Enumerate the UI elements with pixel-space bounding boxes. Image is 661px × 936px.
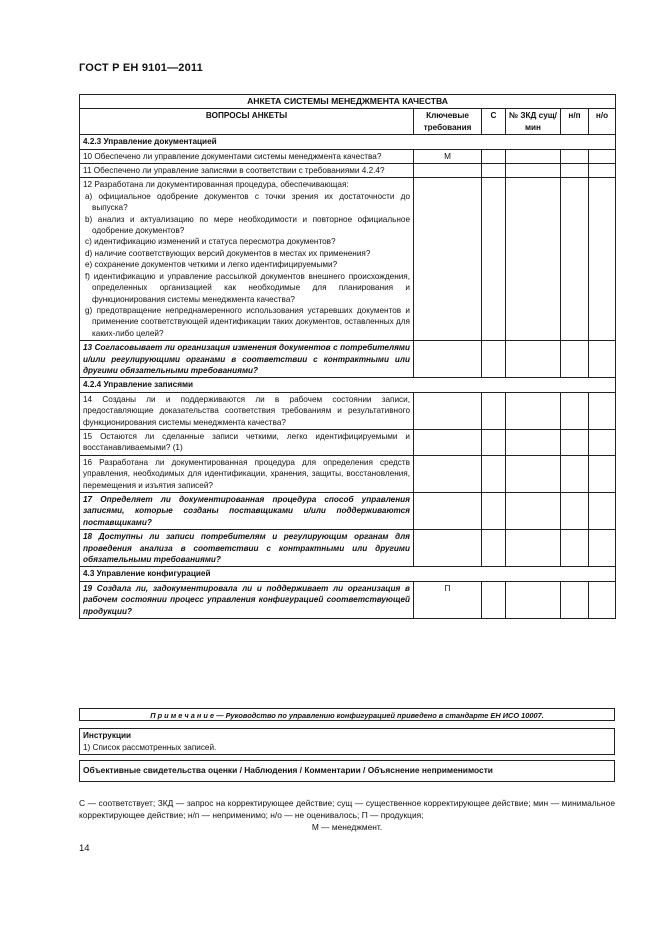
question-cell xyxy=(80,455,414,492)
table-row xyxy=(80,178,616,341)
np-cell[interactable] xyxy=(561,493,589,530)
key-requirement-cell xyxy=(414,493,482,530)
key-requirement-cell xyxy=(414,341,482,378)
section-title: 4.2.3 Управление документацией xyxy=(80,135,616,149)
c-cell[interactable] xyxy=(482,493,506,530)
key-requirement-cell xyxy=(414,455,482,492)
key-requirement-cell xyxy=(414,178,482,341)
question-cell xyxy=(80,392,414,429)
no-cell[interactable] xyxy=(589,493,616,530)
c-cell[interactable] xyxy=(482,455,506,492)
column-header: н/п xyxy=(561,109,589,135)
question-subitem: b) анализ и актуализацию по мере необходимости и повторное официальное одобрение документов? xyxy=(85,214,410,236)
questionnaire-table xyxy=(79,94,616,619)
table-row xyxy=(80,493,616,530)
zkd-cell[interactable] xyxy=(506,493,561,530)
table-title: АНКЕТА СИСТЕМЫ МЕНЕДЖМЕНТА КАЧЕСТВА xyxy=(80,95,616,109)
column-header: С xyxy=(482,109,506,135)
table-row xyxy=(80,392,616,429)
question-cell xyxy=(80,164,414,178)
no-cell[interactable] xyxy=(589,455,616,492)
c-cell[interactable] xyxy=(482,178,506,341)
section-row xyxy=(80,135,616,149)
question-text: 13 Согласовывает ли организация изменения документов с потребителями и/или регулирующими органами в соответствии с контрактными или другими обязательными требованиями? xyxy=(83,343,410,375)
document-id: ГОСТ Р ЕН 9101—2011 xyxy=(79,62,203,74)
np-cell[interactable] xyxy=(561,429,589,455)
table-row xyxy=(80,530,616,567)
question-cell xyxy=(80,493,414,530)
no-cell[interactable] xyxy=(589,392,616,429)
zkd-cell[interactable] xyxy=(506,149,561,163)
no-cell[interactable] xyxy=(589,581,616,618)
np-cell[interactable] xyxy=(561,530,589,567)
zkd-cell[interactable] xyxy=(506,392,561,429)
section-title: 4.2.4 Управление записями xyxy=(80,378,616,392)
question-text: 15 Остаются ли сделанные записи четкими, легко идентифицируемыми и восстанавливаемыми? (1) xyxy=(83,431,410,453)
section-title: 4.3 Управление конфигурацией xyxy=(80,567,616,581)
no-cell[interactable] xyxy=(589,429,616,455)
zkd-cell[interactable] xyxy=(506,530,561,567)
table-row xyxy=(80,455,616,492)
instructions-box xyxy=(79,728,615,755)
question-cell xyxy=(80,429,414,455)
section-row xyxy=(80,378,616,392)
np-cell[interactable] xyxy=(561,164,589,178)
np-cell[interactable] xyxy=(561,149,589,163)
question-subitem: d) наличие соответствующих версий документов в местах их применения? xyxy=(85,248,371,258)
np-cell[interactable] xyxy=(561,392,589,429)
question-text: 17 Определяет ли документированная процедура способ управления записями, которые созданы поставщиками и/или поддерживаются поставщиками? xyxy=(83,495,410,527)
zkd-cell[interactable] xyxy=(506,341,561,378)
np-cell[interactable] xyxy=(561,581,589,618)
note: П р и м е ч а н и е — Руководство по управлению конфигурацией приведено в стандарте ЕН ИСО 10007. xyxy=(79,708,615,721)
legend xyxy=(79,797,615,834)
c-cell[interactable] xyxy=(482,341,506,378)
instructions-heading: Инструкции xyxy=(83,731,132,740)
question-cell xyxy=(80,178,414,341)
c-cell[interactable] xyxy=(482,392,506,429)
no-cell[interactable] xyxy=(589,178,616,341)
legend-text: С — соответствует; ЗКД — запрос на корректирующее действие; сущ — существенное корректирующее действие; мин — минимальное корректирующее действие; н/п — неприменимо; н/о — не оценивалось; П — продукция; xyxy=(79,798,615,821)
zkd-cell[interactable] xyxy=(506,164,561,178)
table-row xyxy=(80,581,616,618)
question-subitem: a) официальное одобрение документов с точки зрения их достаточности до выпуска? xyxy=(85,191,410,213)
column-header: Ключевые требования xyxy=(414,109,482,135)
key-requirement-cell: П xyxy=(414,581,482,618)
key-requirement-cell xyxy=(414,164,482,178)
c-cell[interactable] xyxy=(482,164,506,178)
question-cell xyxy=(80,149,414,163)
question-text: 12 Разработана ли документированная процедура, обеспечивающая: xyxy=(83,180,349,190)
np-cell[interactable] xyxy=(561,178,589,341)
question-cell xyxy=(80,530,414,567)
c-cell[interactable] xyxy=(482,581,506,618)
question-text: 18 Доступны ли записи потребителям и регулирующим органам для проведения анализа в соответствии с контрактными или другими обязательными требованиями? xyxy=(83,532,410,565)
instructions-item: 1) Список рассмотренных записей. xyxy=(83,743,217,752)
no-cell[interactable] xyxy=(589,530,616,567)
question-text: 10 Обеспечено ли управление документами системы менеджмента качества? xyxy=(83,151,382,161)
no-cell[interactable] xyxy=(589,164,616,178)
np-cell[interactable] xyxy=(561,341,589,378)
legend-last: М — менеджмент. xyxy=(311,822,383,833)
column-header: № ЗКД сущ/мин xyxy=(506,109,561,135)
key-requirement-cell xyxy=(414,530,482,567)
question-text: 14 Созданы ли и поддерживаются ли в рабочем состоянии записи, предоставляющие доказательства соответствия требованиям и результативного функционирования системы менеджмента качества? xyxy=(83,394,410,427)
question-cell xyxy=(80,341,414,378)
question-text: 16 Разработана ли документированная процедура для определения средств управления, необходимых для идентификации, хранения, защиты, восстановления, перемещения и изъятия записей? xyxy=(83,457,410,490)
no-cell[interactable] xyxy=(589,341,616,378)
zkd-cell[interactable] xyxy=(506,429,561,455)
question-subitem: e) сохранение документов четкими и легко идентифицируемыми? xyxy=(85,260,338,270)
zkd-cell[interactable] xyxy=(506,455,561,492)
table-row xyxy=(80,164,616,178)
question-subitem: g) предотвращение непреднамеренного использования устаревших документов и применение соответствующей идентификации таких документов, оставленных для каких-либо целей? xyxy=(85,305,410,338)
zkd-cell[interactable] xyxy=(506,178,561,341)
page-number: 14 xyxy=(79,843,90,854)
key-requirement-cell xyxy=(414,392,482,429)
c-cell[interactable] xyxy=(482,429,506,455)
c-cell[interactable] xyxy=(482,530,506,567)
table-row xyxy=(80,429,616,455)
c-cell[interactable] xyxy=(482,149,506,163)
question-subitem: c) идентификацию изменений и статуса пересмотра документов? xyxy=(85,237,336,247)
section-row xyxy=(80,567,616,581)
zkd-cell[interactable] xyxy=(506,581,561,618)
key-requirement-cell xyxy=(414,429,482,455)
np-cell[interactable] xyxy=(561,455,589,492)
no-cell[interactable] xyxy=(589,149,616,163)
question-text: 11 Обеспечено ли управление записями в соответствии с требованиями 4.2.4? xyxy=(83,166,385,176)
question-text: 19 Создала ли, задокументировала ли и поддерживает ли организация в рабочем состоянии процесс управления конфигурацией соответствующей продукции? xyxy=(83,583,410,616)
key-requirement-cell: М xyxy=(414,149,482,163)
column-header: ВОПРОСЫ АНКЕТЫ xyxy=(80,109,414,135)
table-row xyxy=(80,341,616,378)
column-header: н/о xyxy=(589,109,616,135)
question-subitem: f) идентификацию и управление рассылкой документов внешнего происхождения, определенных организацией как необходимые для планирования и функционирования системы менеджмента качества? xyxy=(85,271,410,304)
evidence-box: Объективные свидетельства оценки / Наблюдения / Комментарии / Объяснение неприменимости xyxy=(79,760,615,782)
question-cell xyxy=(80,581,414,618)
table-row xyxy=(80,149,616,163)
